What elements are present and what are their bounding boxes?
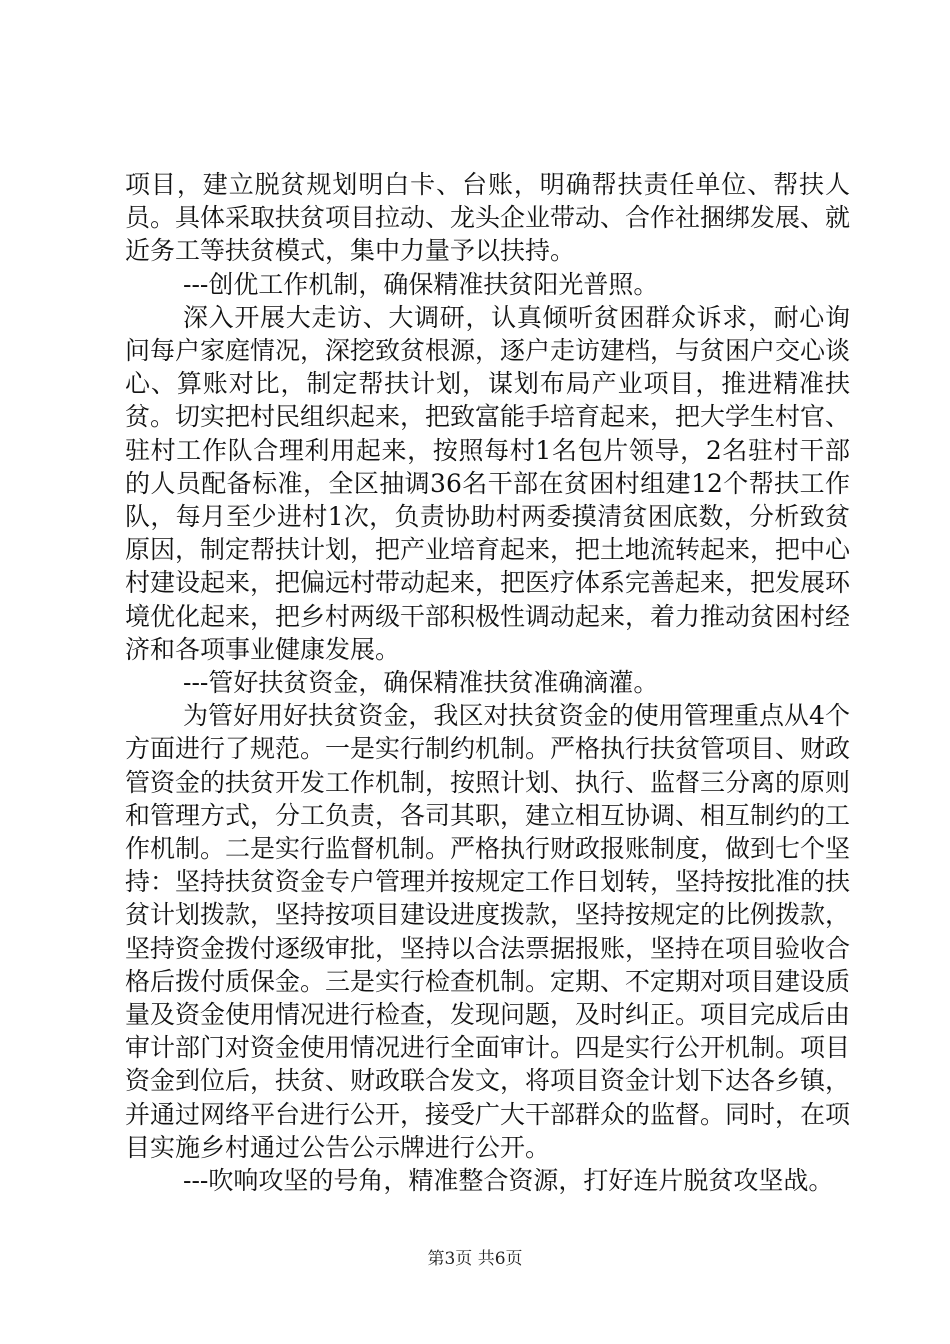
- page-number-footer: 第3页 共6页: [427, 1249, 523, 1269]
- paragraph-continuation: 项目，建立脱贫规划明白卡、台账，明确帮扶责任单位、帮扶人员。具体采取扶贫项目拉动、龙头企业带动、合作社捆绑发展、就近务工等扶贫模式，集中力量予以扶持。: [125, 170, 851, 266]
- paragraph-work-mechanism: 深入开展大走访、大调研，认真倾听贫困群众诉求，耐心询问每户家庭情况，深挖致贫根源，逐户走访建档，与贫困户交心谈心、算账对比，制定帮扶计划，谋划布局产业项目，推进精准扶贫。切实把村民组织起来，把致富能手培育起来，把大学生村官、驻村工作队合理利用起来，按照每村1名包片领导，2名驻村干部的人员配备标准，全区抽调36名干部在贫困村组建12个帮扶工作队，每月至少进村1次，负责协助村两委摸清贫困底数，分析致贫原因，制定帮扶计划，把产业培育起来，把土地流转起来，把中心村建设起来，把偏远村带动起来，把医疗体系完善起来，把发展环境优化起来，把乡村两级干部积极性调动起来，着力推动贫困村经济和各项事业健康发展。: [125, 302, 851, 664]
- section-heading-resource-integration: ---吹响攻坚的号角，精准整合资源，打好连片脱贫攻坚战。: [183, 1166, 834, 1196]
- paragraph-funds-management: 为管好用好扶贫资金，我区对扶贫资金的使用管理重点从4个方面进行了规范。一是实行制约机制。严格执行扶贫管项目、财政管资金的扶贫开发工作机制，按照计划、执行、监督三分离的原则和管理方式，分工负责，各司其职，建立相互协调、相互制约的工作机制。二是实行监督机制。严格执行财政报账制度，做到七个坚持：坚持扶贫资金专户管理并按规定工作日划转，坚持按批准的扶贫计划拨款，坚持按项目建设进度拨款，坚持按规定的比例拨款，坚持资金拨付逐级审批，坚持以合法票据报账，坚持在项目验收合格后拨付质保金。三是实行检查机制。定期、不定期对项目建设质量及资金使用情况进行检查，发现问题，及时纠正。项目完成后由审计部门对资金使用情况进行全面审计。四是实行公开机制。项目资金到位后，扶贫、财政联合发文，将项目资金计划下达各乡镇，并通过网络平台进行公开，接受广大干部群众的监督。同时，在项目实施乡村通过公告公示牌进行公开。: [125, 701, 851, 1162]
- document-body: [125, 168, 850, 1197]
- section-heading-work-mechanism: ---创优工作机制，确保精准扶贫阳光普照。: [183, 269, 659, 299]
- section-heading-funds-management: ---管好扶贫资金，确保精准扶贫准确滴灌。: [183, 668, 659, 698]
